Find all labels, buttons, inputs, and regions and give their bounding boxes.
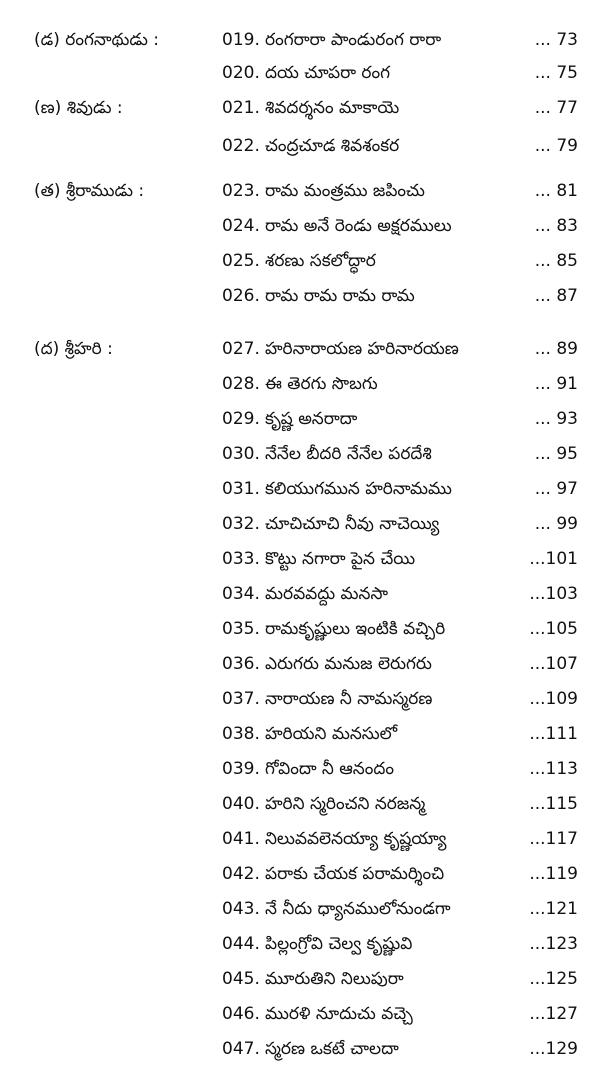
entry-page: ... 75 [534,63,578,83]
toc-entry [0,719,600,749]
section-label: (ద) శ్రీహరి : [34,339,113,359]
entry-page: ...111 [529,724,578,744]
entry-page: ...115 [529,794,578,814]
toc-entry [0,246,600,276]
entry-title: పరాకు చేయక పరామర్శించి [265,864,445,884]
entry-number: 023. [222,181,260,201]
toc-entry [0,614,600,644]
entry-page: ... 85 [534,251,578,271]
entry-number: 022. [222,136,260,156]
toc-entry [0,93,600,123]
entry-page: ...127 [529,1004,578,1024]
toc-entry [0,649,600,679]
entry-number: 034. [222,584,260,604]
toc-entry [0,58,600,88]
entry-title: నారాయణ నీ నామస్మరణ [265,689,433,709]
entry-number: 028. [222,374,260,394]
entry-title: మూరుతిని నిలుపురా [265,969,404,989]
toc-entry [0,1034,600,1064]
entry-number: 025. [222,251,260,271]
section-label: (త) శ్రీరాముడు : [34,181,145,201]
entry-title: గోవిందా నీ ఆనందం [265,759,394,779]
toc-entry [0,281,600,311]
toc-entry [0,894,600,924]
toc-entry [0,439,600,469]
entry-page: ... 77 [534,98,578,118]
toc-entry [0,999,600,1029]
entry-page: ... 79 [534,136,578,156]
entry-number: 031. [222,479,260,499]
entry-number: 041. [222,829,260,849]
entry-title: హరినారాయణ హరినారయణ [265,339,459,359]
entry-title: మరవవద్దు మనసా [265,584,388,604]
entry-number: 024. [222,216,260,236]
entry-title: చంద్రచూడ శివశంకర [265,136,400,156]
entry-page: ...117 [529,829,578,849]
entry-title: చూచిచూచి నీవు నాచెయ్యి [265,514,440,534]
entry-title: శరణు సకలోద్ధార [265,251,376,271]
entry-title: ఎరుగరు మనుజ లెరుగరు [265,654,432,674]
entry-title: రామ అనే రెండు అక్షరములు [265,216,452,236]
entry-title: శివదర్శనం మాకాయె [265,98,400,118]
toc-entry [0,544,600,574]
entry-page: ... 89 [534,339,578,359]
toc-entry [0,824,600,854]
entry-number: 032. [222,514,260,534]
entry-title: పిల్లంగ్రోవి చెల్వ కృష్ణువి [265,934,413,954]
entry-number: 044. [222,934,260,954]
toc-entry [0,754,600,784]
entry-number: 029. [222,409,260,429]
toc-entry [0,334,600,364]
toc-entry [0,131,600,161]
entry-title: నే నీదు ధ్యానములోనుండగా [265,899,451,919]
toc-entry [0,579,600,609]
entry-title: కృష్ణ అనరాదా [265,409,358,429]
entry-number: 043. [222,899,260,919]
entry-number: 039. [222,759,260,779]
entry-title: నేనేల బీదరి నేనేల పరదేశి [265,444,432,464]
entry-page: ... 93 [534,409,578,429]
entry-title: హరిని స్మరించని నరజన్మ [265,794,426,814]
entry-number: 019. [222,30,260,50]
entry-number: 038. [222,724,260,744]
entry-title: రామ మంత్రము జపించు [265,181,425,201]
entry-number: 037. [222,689,260,709]
entry-number: 030. [222,444,260,464]
entry-page: ... 73 [534,30,578,50]
entry-page: ...105 [529,619,578,639]
entry-title: నిలువవలెనయ్యా కృష్ణయ్యా [265,829,447,849]
toc-entry [0,929,600,959]
entry-title: రంగరారా పాండురంగ రారా [265,30,442,50]
toc-entry [0,176,600,206]
toc-entry [0,509,600,539]
entry-page: ...129 [529,1039,578,1059]
toc-entry [0,964,600,994]
section-label: (ణ) శివుడు : [34,98,123,118]
entry-number: 026. [222,286,260,306]
entry-page: ...125 [529,969,578,989]
entry-title: కొట్టు నగారా పైన చేయి [265,549,416,569]
entry-title: స్మరణ ఒకటే చాలదా [265,1039,399,1059]
entry-page: ... 83 [534,216,578,236]
entry-page: ...119 [529,864,578,884]
entry-title: ఈ తెరగు సొబగు [265,374,378,394]
entry-page: ... 99 [534,514,578,534]
entry-number: 020. [222,63,260,83]
entry-number: 040. [222,794,260,814]
entry-title: మురళి నూదుచు వచ్చె [265,1004,413,1024]
entry-page: ...123 [529,934,578,954]
toc-entry [0,859,600,889]
toc-entry [0,684,600,714]
entry-page: ...113 [529,759,578,779]
entry-number: 045. [222,969,260,989]
entry-number: 042. [222,864,260,884]
toc-entry [0,211,600,241]
entry-title: దయ చూపరా రంగ [265,63,391,83]
entry-title: రామ రామ రామ రామ [265,286,415,306]
entry-page: ... 91 [534,374,578,394]
toc-entry [0,25,600,55]
entry-page: ... 95 [534,444,578,464]
entry-number: 033. [222,549,260,569]
entry-number: 036. [222,654,260,674]
entry-page: ...109 [529,689,578,709]
entry-page: ...103 [529,584,578,604]
entry-page: ...101 [529,549,578,569]
toc-entry [0,474,600,504]
entry-page: ... 97 [534,479,578,499]
entry-number: 027. [222,339,260,359]
entry-page: ...107 [529,654,578,674]
entry-number: 047. [222,1039,260,1059]
entry-number: 035. [222,619,260,639]
entry-number: 021. [222,98,260,118]
toc-entry [0,404,600,434]
entry-title: కలియుగమున హరినామము [265,479,452,499]
toc-entry [0,789,600,819]
toc-entry [0,369,600,399]
entry-page: ... 87 [534,286,578,306]
entry-page: ...121 [529,899,578,919]
entry-page: ... 81 [534,181,578,201]
entry-number: 046. [222,1004,260,1024]
section-label: (డ) రంగనాథుడు : [34,30,159,50]
entry-title: రామకృష్ణులు ఇంటికి వచ్చిరి [265,619,446,639]
entry-title: హరియని మనసులో [265,724,398,744]
